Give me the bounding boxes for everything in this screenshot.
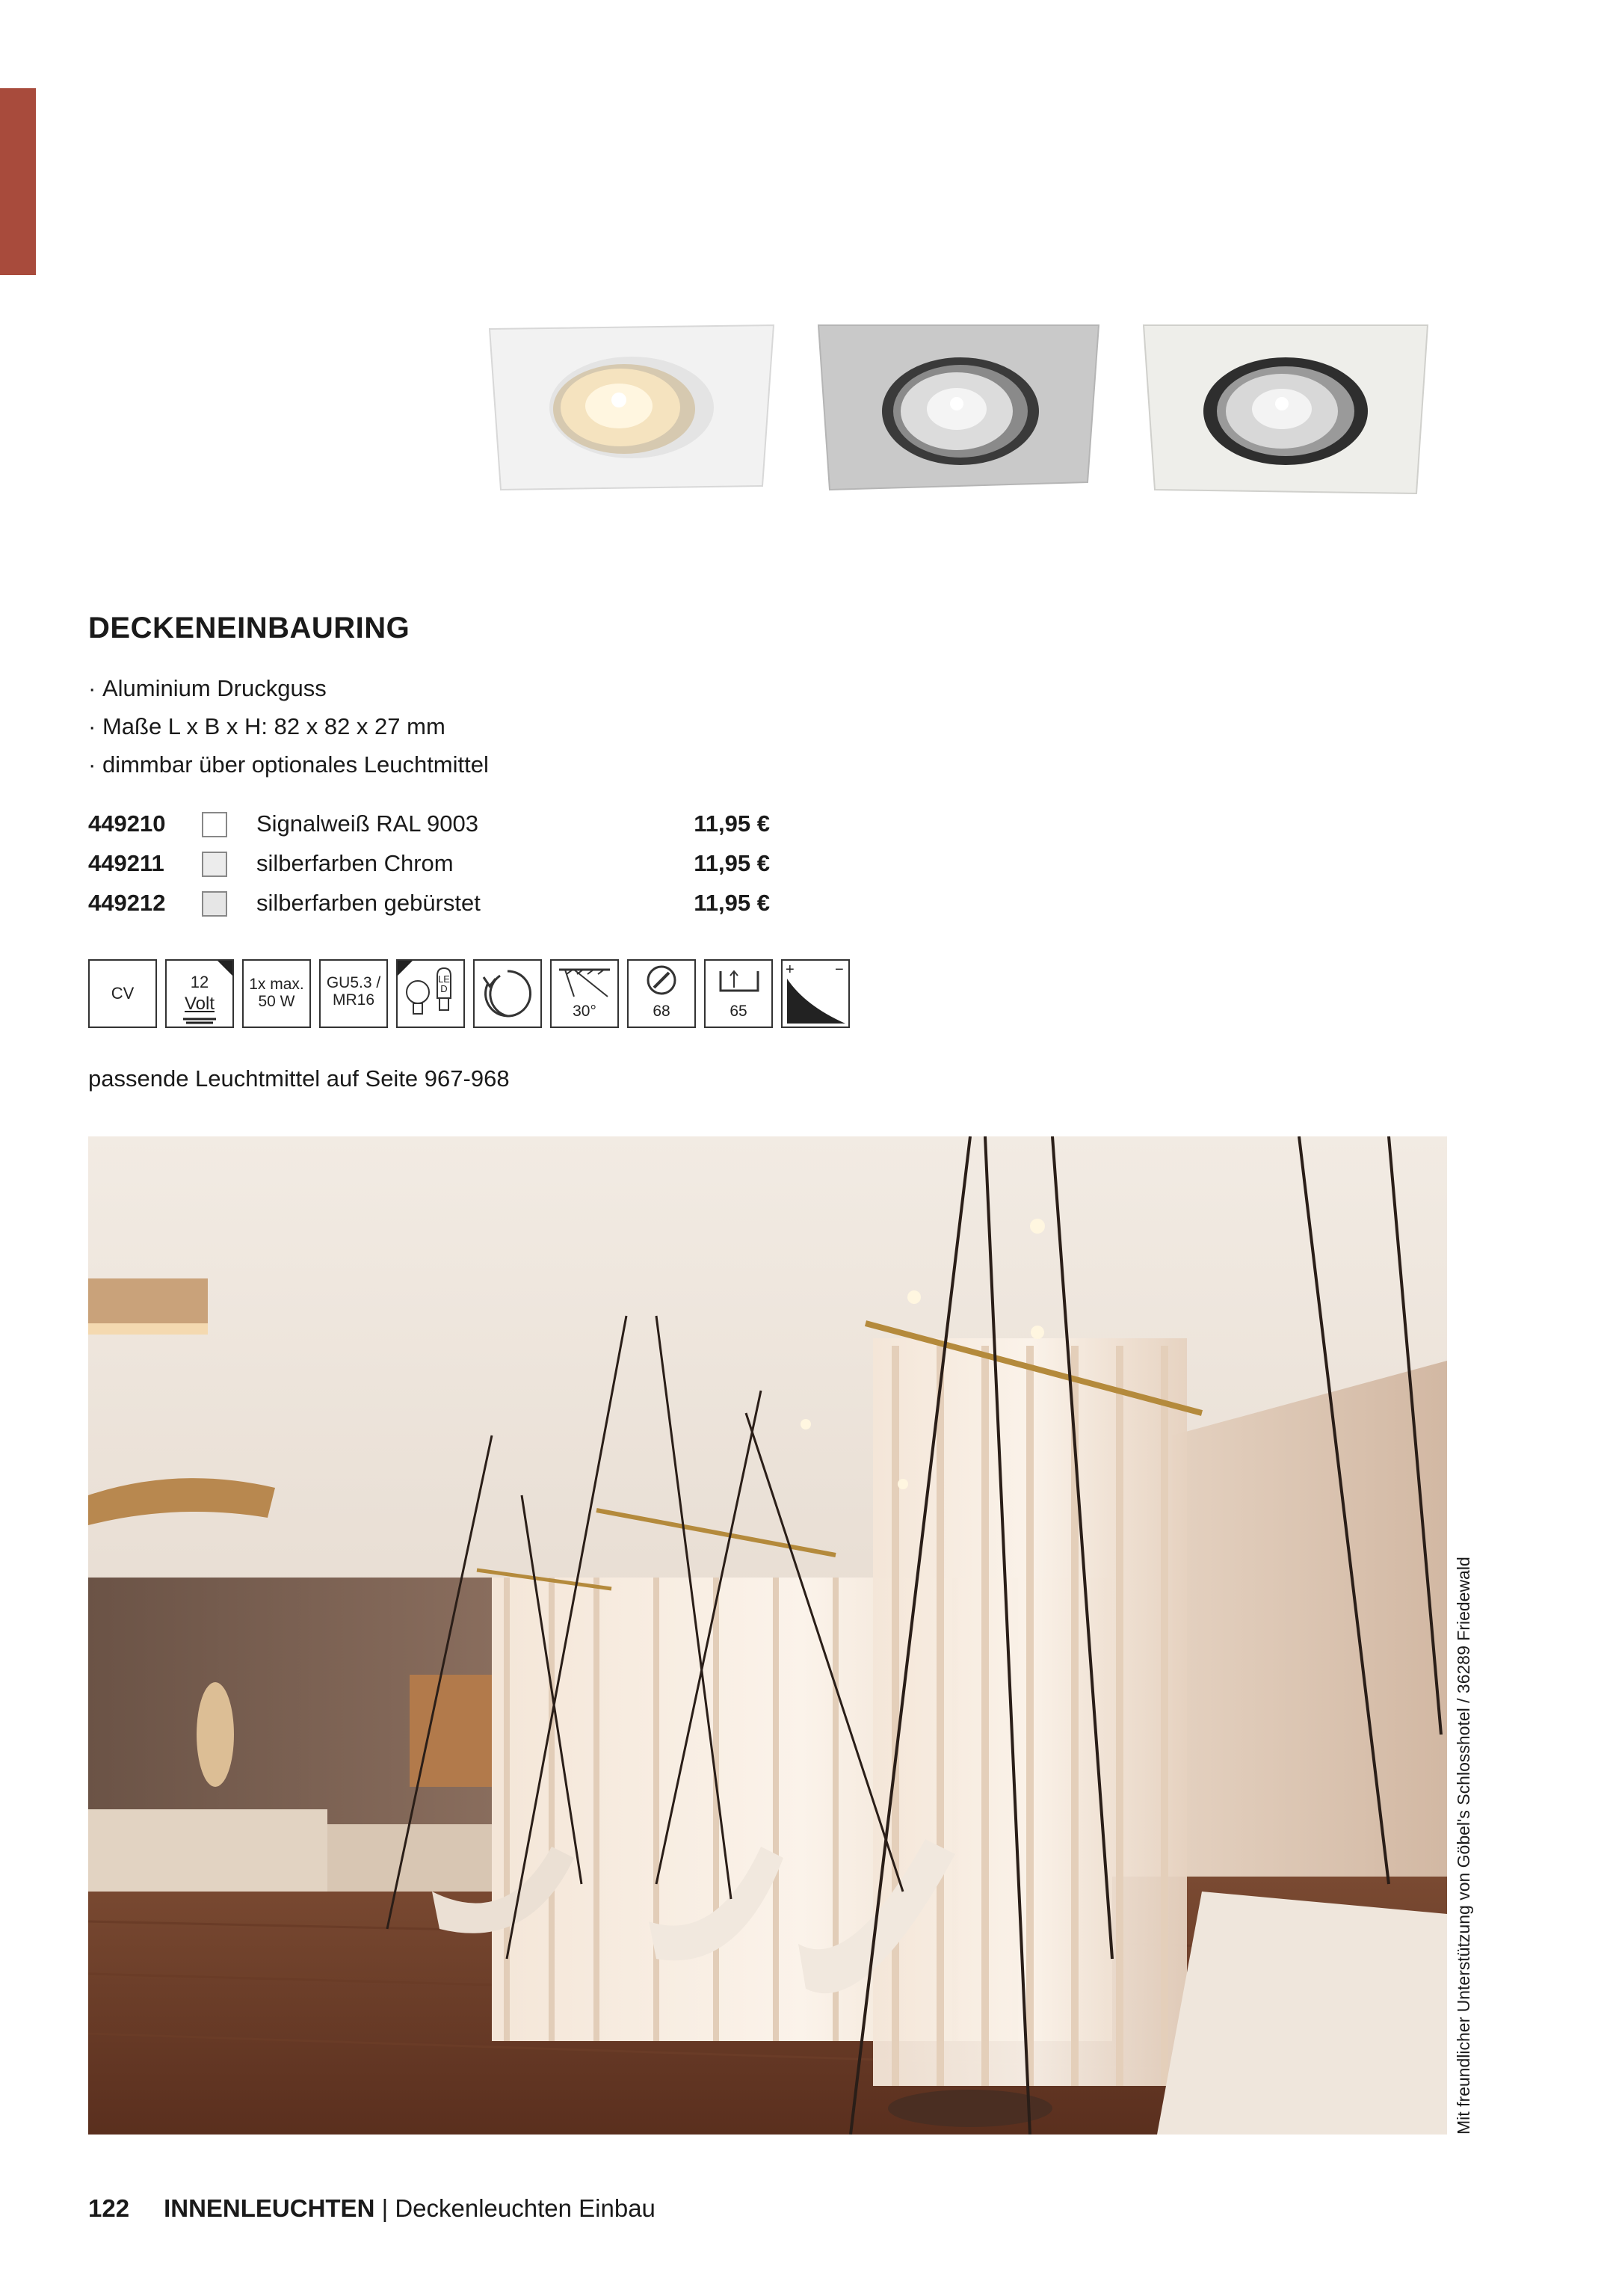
bulb-led-icon: LED [396,959,465,1028]
color-swatch [202,891,227,917]
svg-text:−: − [835,961,844,978]
cutout-icon: 68 [627,959,696,1028]
dimmable-icon [781,959,850,1028]
product-image-white [486,318,777,497]
swivel-icon [473,959,542,1028]
variant-description: silberfarben gebürstet [256,890,481,916]
chapter-color-tab [0,88,36,275]
page-number: 122 [88,2194,130,2222]
color-swatch [202,812,227,837]
variant-row [88,887,806,926]
footer-separator: | [374,2194,395,2222]
article-number: 449212 [88,890,166,916]
variant-price: 11,95 € [694,850,770,876]
variant-row [88,807,806,847]
color-swatch [202,852,227,877]
product-image-brushed [1140,318,1431,497]
photo-credit: Mit freundlicher Unterstützung von Göbel's Schlosshotel / 36289 Friedewald [1454,1557,1473,2135]
page-footer [88,2194,656,2223]
svg-text:+: + [786,961,795,978]
cv-icon: CV [88,959,157,1028]
product-image-chrome [815,318,1102,497]
variant-price: 11,95 € [694,890,770,916]
variant-price: 11,95 € [694,810,770,837]
spa-interior-photo [88,1136,1447,2135]
bulb-reference-note: passende Leuchtmittel auf Seite 967-968 [88,1065,510,1092]
variant-description: silberfarben Chrom [256,850,454,876]
variant-description: Signalweiß RAL 9003 [256,810,478,837]
variant-row [88,847,806,887]
variant-table [88,807,806,926]
footer-section: INNENLEUCHTEN [164,2194,375,2222]
depth-icon: 65 [704,959,773,1028]
footer-subsection: Deckenleuchten Einbau [395,2194,656,2222]
feature-item: · Maße L x B x H: 82 x 82 x 27 mm [88,707,489,745]
feature-list [88,669,489,784]
beam-angle-icon: 30° [550,959,619,1028]
article-number: 449210 [88,810,166,837]
wattage-icon: 1x max. 50 W [242,959,311,1028]
product-title: DECKENEINBAURING [88,612,410,644]
spec-icon-row [88,959,850,1028]
feature-item: · Aluminium Druckguss [88,669,489,707]
feature-item: · dimmbar über optionales Leuchtmittel [88,745,489,784]
socket-icon: GU5.3 / MR16 [319,959,388,1028]
article-number: 449211 [88,850,164,876]
voltage-icon: 12 Volt [165,959,234,1028]
